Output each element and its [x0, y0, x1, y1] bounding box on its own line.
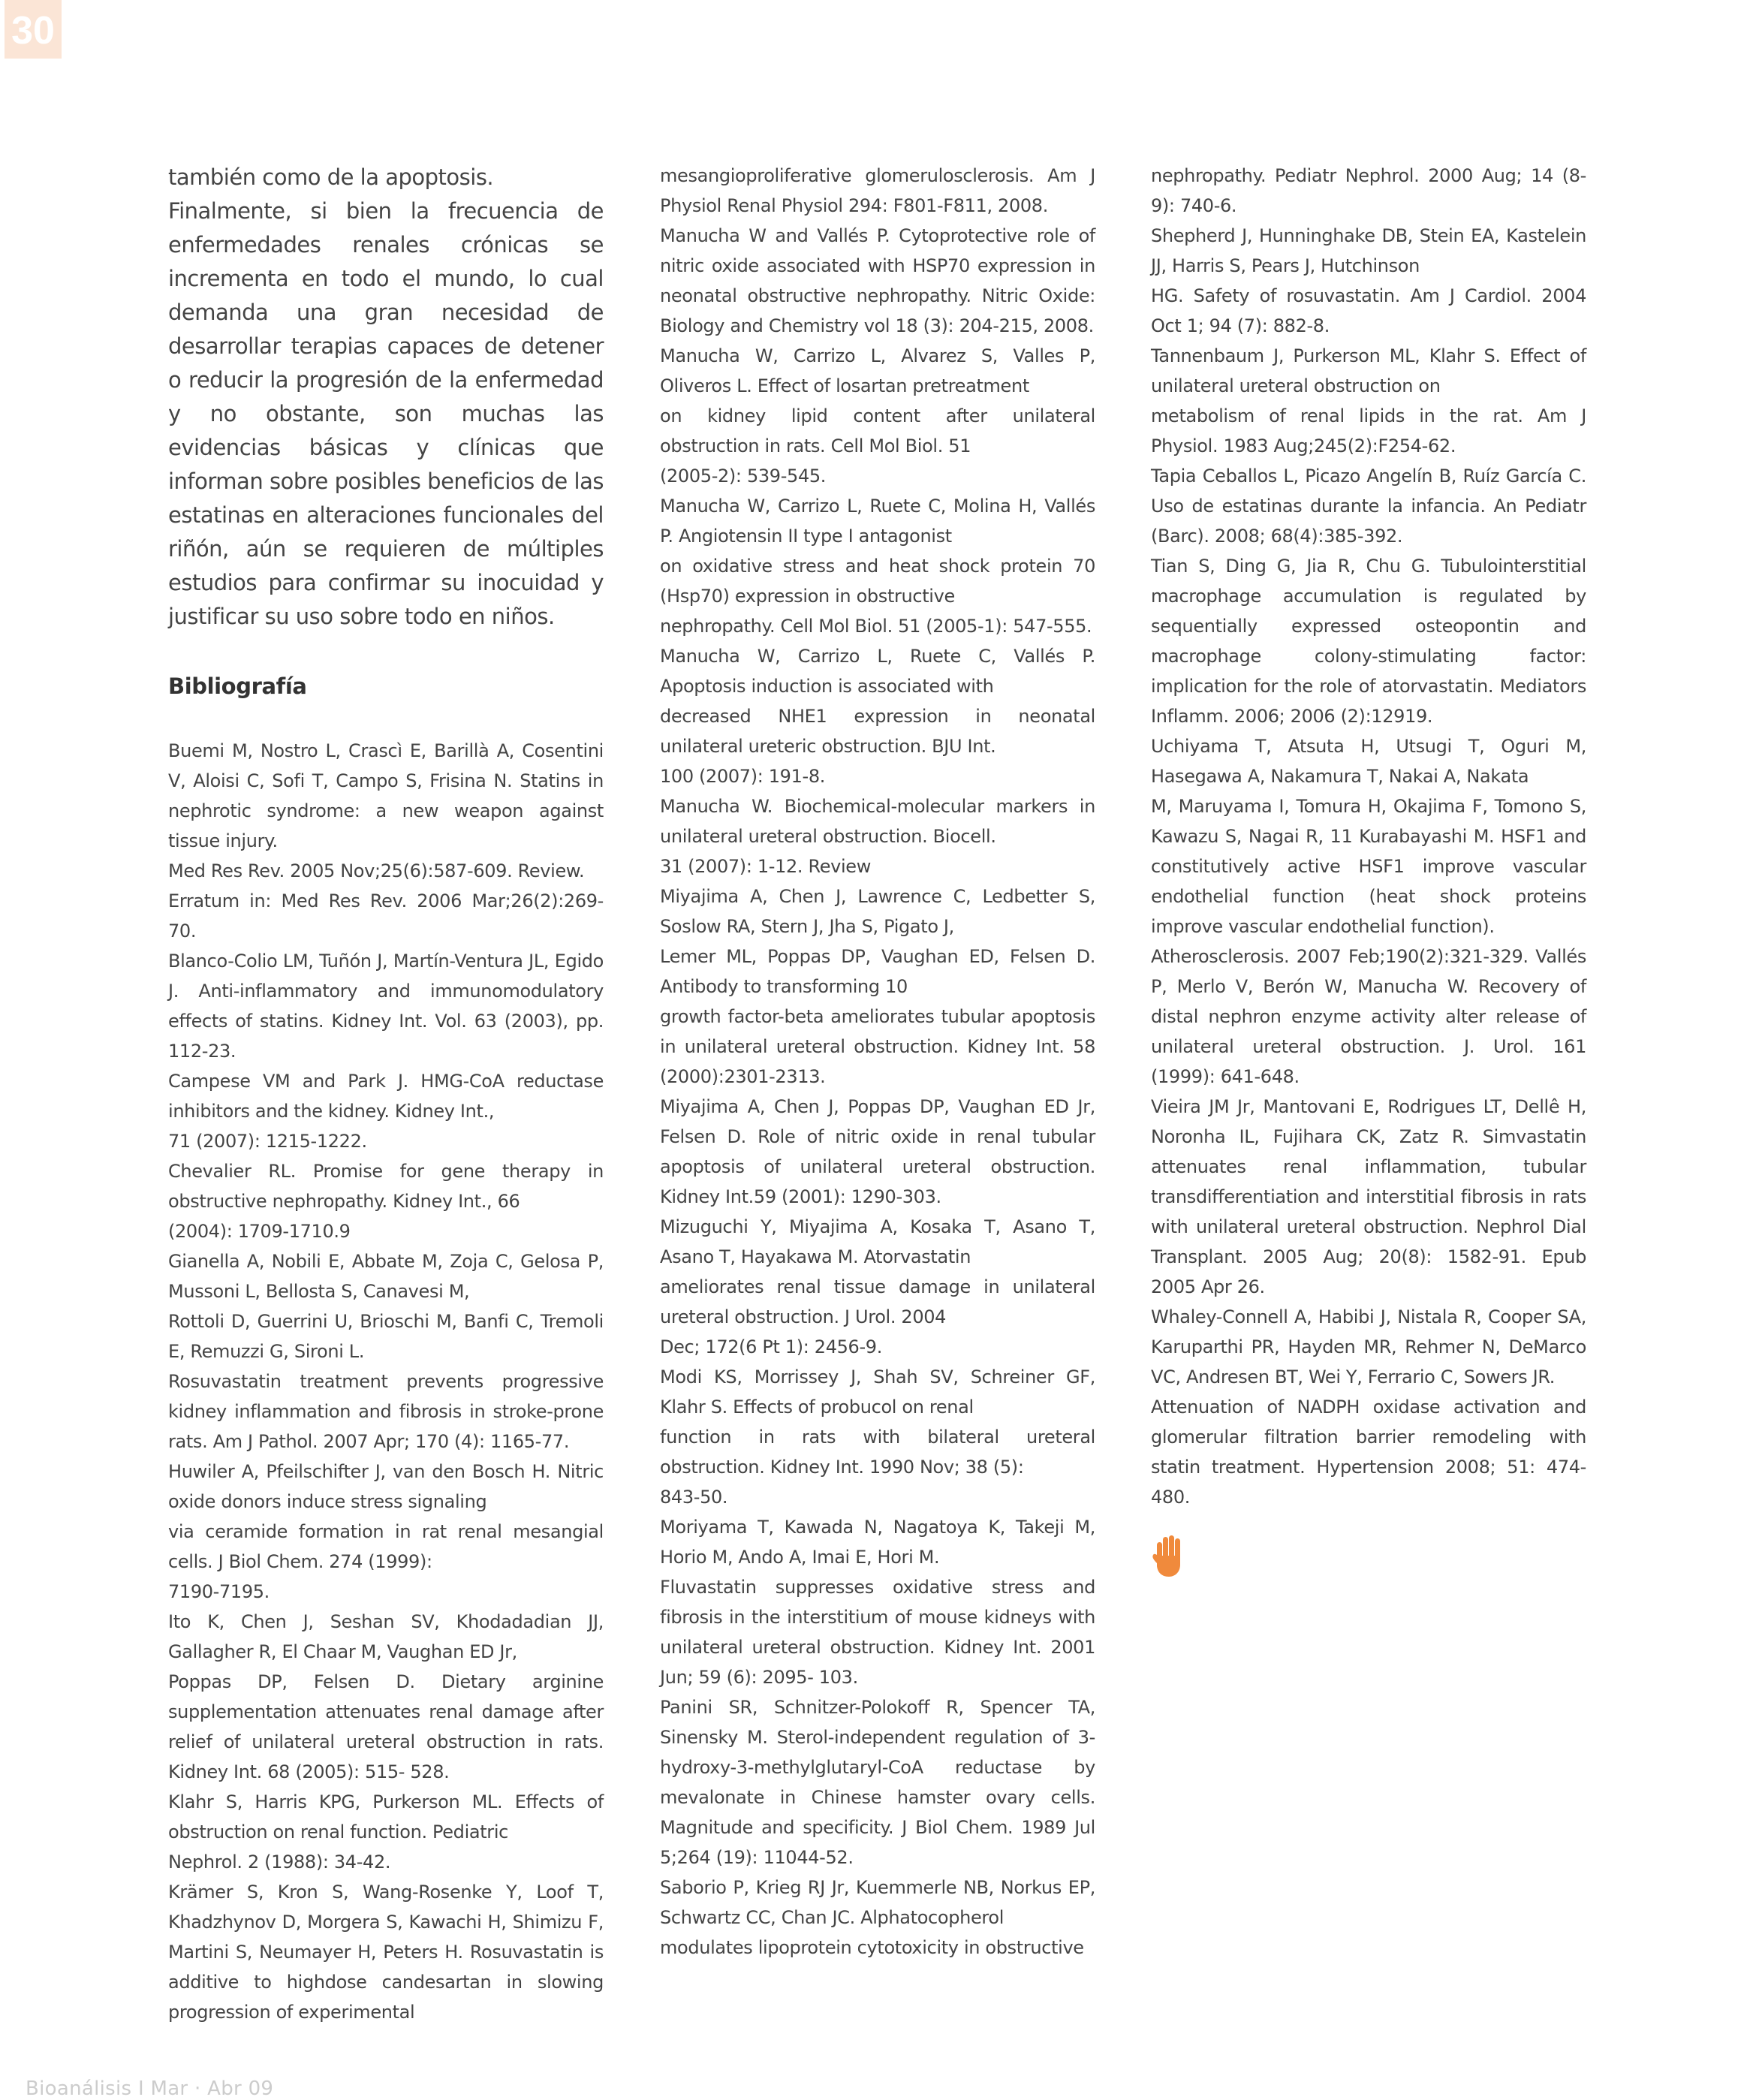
- reference-entry: Manucha W, Carrizo L, Alvarez S, Valles P, Oliveros L. Effect of losartan pretreatment: [660, 345, 1095, 396]
- reference-entry: M, Maruyama I, Tomura H, Okajima F, Tomono S, Kawazu S, Nagai R, 11 Kurabayashi M. HSF1 and constitutively active HSF1 improve vascular endothelial function (heat shock proteins improve vascular endothelial function).: [1151, 796, 1586, 937]
- reference-entry: Tannenbaum J, Purkerson ML, Klahr S. Effect of unilateral ureteral obstruction on: [1151, 345, 1586, 396]
- reference-list-middle: [660, 161, 1095, 1963]
- reference-entry: on oxidative stress and heat shock protein 70 (Hsp70) expression in obstructive: [660, 556, 1095, 607]
- reference-entry: Saborio P, Krieg RJ Jr, Kuemmerle NB, Norkus EP, Schwartz CC, Chan JC. Alphatocopherol: [660, 1877, 1095, 1928]
- reference-entry: Uchiyama T, Atsuta H, Utsugi T, Oguri M, Hasegawa A, Nakamura T, Nakai A, Nakata: [1151, 736, 1586, 787]
- reference-entry: Panini SR, Schnitzer-Polokoff R, Spencer TA, Sinensky M. Sterol-independent regulation of 3-hydroxy-3-methylglutaryl-CoA reductase by mevalonate in Chinese hamster ovary cells. Magnitude and specificity. J Biol Chem. 1989 Jul 5;264 (19): 11044-52.: [660, 1697, 1095, 1868]
- reference-entry: Vieira JM Jr, Mantovani E, Rodrigues LT, Dellê H, Noronha IL, Fujihara CK, Zatz R. Simvastatin attenuates renal inflammation, tubular transdifferentiation and interstitial fibrosis in rats with unilateral ureteral obstruction. Nephrol Dial Transplant. 2005 Aug; 20(8): 1582-91. Epub 2005 Apr 26.: [1151, 1096, 1586, 1297]
- reference-entry: Manucha W. Biochemical-molecular markers in unilateral ureteral obstruction. Biocell.: [660, 796, 1095, 847]
- reference-entry: Gianella A, Nobili E, Abbate M, Zoja C, Gelosa P, Mussoni L, Bellosta S, Canavesi M,: [168, 1251, 604, 1302]
- reference-entry: Lemer ML, Poppas DP, Vaughan ED, Felsen D. Antibody to transforming 10: [660, 946, 1095, 997]
- reference-entry: metabolism of renal lipids in the rat. Am J Physiol. 1983 Aug;245(2):F254-62.: [1151, 405, 1586, 456]
- column-middle: [660, 161, 1095, 1963]
- reference-entry: Fluvastatin suppresses oxidative stress and fibrosis in the interstitium of mouse kidneys with unilateral ureteral obstruction. Kidney Int. 2001 Jun; 59 (6): 2095- 103.: [660, 1577, 1095, 1688]
- reference-entry: Chevalier RL. Promise for gene therapy in obstructive nephropathy. Kidney Int., 66: [168, 1161, 604, 1212]
- bibliography-heading: Bibliografía: [168, 673, 307, 699]
- reference-entry: mesangioproliferative glomerulosclerosis. Am J Physiol Renal Physiol 294: F801-F811, 2008.: [660, 165, 1095, 216]
- reference-entry: Atherosclerosis. 2007 Feb;190(2):321-329. Vallés P, Merlo V, Berón W, Manucha W. Recovery of distal nephron enzyme activity alter release of unilateral ureteral obstruction. J. Urol. 161 (1999): 641-648.: [1151, 946, 1586, 1087]
- reference-entry: via ceramide formation in rat renal mesangial cells. J Biol Chem. 274 (1999):: [168, 1521, 604, 1572]
- column-right: [1151, 161, 1586, 1578]
- reference-entry: 7190-7195.: [168, 1581, 270, 1602]
- reference-entry: 71 (2007): 1215-1222.: [168, 1131, 367, 1152]
- reference-entry: Rottoli D, Guerrini U, Brioschi M, Banfi C, Tremoli E, Remuzzi G, Sironi L.: [168, 1311, 604, 1362]
- reference-entry: Ito K, Chen J, Seshan SV, Khodadadian JJ, Gallagher R, El Chaar M, Vaughan ED Jr,: [168, 1611, 604, 1662]
- reference-entry: decreased NHE1 expression in neonatal unilateral ureteric obstruction. BJU Int.: [660, 706, 1095, 757]
- reference-entry: 31 (2007): 1-12. Review: [660, 856, 871, 877]
- reference-entry: (2005-2): 539-545.: [660, 465, 827, 487]
- reference-entry: Attenuation of NADPH oxidase activation and glomerular filtration barrier remodeling with statin treatment. Hypertension 2008; 51: 474-480.: [1151, 1396, 1586, 1508]
- reference-entry: (2004): 1709-1710.9: [168, 1221, 351, 1242]
- reference-entry: Klahr S, Harris KPG, Purkerson ML. Effects of obstruction on renal function. Pediatric: [168, 1791, 604, 1842]
- intro-paragraph: Finalmente, si bien la frecuencia de enfermedades renales crónicas se incrementa en todo el mundo, lo cual demanda una gran necesidad de desarrollar terapias capaces de detener o reducir la progresión de la enfermedad y no obstante, son muchas las evidencias básicas y clínicas que informan sobre posibles beneficios de las estatinas en alteraciones funcionales del riñón, aún se requieren de múltiples estudios para confirmar su inocuidad y justificar su uso sobre todo en niños.: [168, 198, 604, 629]
- reference-entry: Poppas DP, Felsen D. Dietary arginine supplementation attenuates renal damage after relief of unilateral ureteral obstruction in rats. Kidney Int. 68 (2005): 515- 528.: [168, 1671, 604, 1782]
- reference-entry: Campese VM and Park J. HMG-CoA reductase inhibitors and the kidney. Kidney Int.,: [168, 1071, 604, 1122]
- reference-entry: Nephrol. 2 (1988): 34-42.: [168, 1851, 391, 1873]
- hand-icon: [1151, 1535, 1187, 1578]
- reference-entry: nephropathy. Cell Mol Biol. 51 (2005-1): 547-555.: [660, 616, 1092, 637]
- reference-entry: Krämer S, Kron S, Wang-Rosenke Y, Loof T, Khadzhynov D, Morgera S, Kawachi H, Shimizu F, Martini S, Neumayer H, Peters H. Rosuvastatin is additive to highdose candesartan in slowing progression of experimental: [168, 1882, 604, 2023]
- reference-entry: function in rats with bilateral ureteral obstruction. Kidney Int. 1990 Nov; 38 (5):: [660, 1427, 1095, 1478]
- column-left: [168, 161, 604, 2027]
- reference-entry: Blanco-Colio LM, Tuñón J, Martín-Ventura JL, Egido J. Anti-inflammatory and immunomodulatory effects of statins. Kidney Int. Vol. 63 (2003), pp. 112-23.: [168, 951, 604, 1062]
- reference-entry: 100 (2007): 191-8.: [660, 766, 826, 787]
- reference-entry: Mizuguchi Y, Miyajima A, Kosaka T, Asano T, Asano T, Hayakawa M. Atorvastatin: [660, 1216, 1095, 1267]
- reference-entry: on kidney lipid content after unilateral obstruction in rats. Cell Mol Biol. 51: [660, 405, 1095, 456]
- reference-entry: modulates lipoprotein cytotoxicity in obstructive: [660, 1937, 1084, 1958]
- intro-text: [168, 161, 604, 634]
- reference-entry: Manucha W and Vallés P. Cytoprotective role of nitric oxide associated with HSP70 expression in neonatal obstructive nephropathy. Nitric Oxide: Biology and Chemistry vol 18 (3): 204-215, 2008.: [660, 225, 1095, 336]
- reference-entry: Miyajima A, Chen J, Poppas DP, Vaughan ED Jr, Felsen D. Role of nitric oxide in renal tubular apoptosis of unilateral ureteral obstruction. Kidney Int.59 (2001): 1290-303.: [660, 1096, 1095, 1207]
- page-number: 30: [5, 0, 62, 59]
- reference-entry: Modi KS, Morrissey J, Shah SV, Schreiner GF, Klahr S. Effects of probucol on renal: [660, 1366, 1095, 1418]
- reference-entry: Erratum in: Med Res Rev. 2006 Mar;26(2):269-70.: [168, 890, 604, 942]
- reference-entry: nephropathy. Pediatr Nephrol. 2000 Aug; 14 (8-9): 740-6.: [1151, 165, 1586, 216]
- reference-entry: Shepherd J, Hunninghake DB, Stein EA, Kastelein JJ, Harris S, Pears J, Hutchinson: [1151, 225, 1586, 276]
- reference-entry: ameliorates renal tissue damage in unilateral ureteral obstruction. J Urol. 2004: [660, 1276, 1095, 1327]
- reference-entry: growth factor-beta ameliorates tubular apoptosis in unilateral ureteral obstruction. Kidney Int. 58 (2000):2301-2313.: [660, 1006, 1095, 1087]
- reference-entry: Tapia Ceballos L, Picazo Angelín B, Ruíz García C. Uso de estatinas durante la infancia. An Pediatr (Barc). 2008; 68(4):385-392.: [1151, 465, 1586, 547]
- reference-entry: Med Res Rev. 2005 Nov;25(6):587-609. Review.: [168, 860, 585, 881]
- reference-entry: Miyajima A, Chen J, Lawrence C, Ledbetter S, Soslow RA, Stern J, Jha S, Pigato J,: [660, 886, 1095, 937]
- reference-list-right: [1151, 161, 1586, 1512]
- reference-entry: Manucha W, Carrizo L, Ruete C, Vallés P. Apoptosis induction is associated with: [660, 646, 1095, 697]
- reference-entry: Rosuvastatin treatment prevents progressive kidney inflammation and fibrosis in stroke-prone rats. Am J Pathol. 2007 Apr; 170 (4): 1165-77.: [168, 1371, 604, 1452]
- reference-entry: Manucha W, Carrizo L, Ruete C, Molina H, Vallés P. Angiotensin II type I antagonist: [660, 496, 1095, 547]
- page-footer: Bioanálisis I Mar · Abr 09: [26, 2077, 274, 2100]
- reference-entry: Tian S, Ding G, Jia R, Chu G. Tubulointerstitial macrophage accumulation is regulated by sequentially expressed osteopontin and macrophage colony-stimulating factor: implication for the role of atorvastatin. Mediators Inflamm. 2006; 2006 (2):12919.: [1151, 556, 1586, 727]
- reference-entry: Huwiler A, Pfeilschifter J, van den Bosch H. Nitric oxide donors induce stress signaling: [168, 1461, 604, 1512]
- reference-entry: 843-50.: [660, 1487, 728, 1508]
- reference-list-left: [168, 736, 604, 2027]
- reference-entry: HG. Safety of rosuvastatin. Am J Cardiol. 2004 Oct 1; 94 (7): 882-8.: [1151, 285, 1586, 336]
- reference-entry: Buemi M, Nostro L, Crascì E, Barillà A, Cosentini V, Aloisi C, Sofi T, Campo S, Frisina N. Statins in nephrotic syndrome: a new weapon against tissue injury.: [168, 740, 604, 851]
- reference-entry: Whaley-Connell A, Habibi J, Nistala R, Cooper SA, Karuparthi PR, Hayden MR, Rehmer N, DeMarco VC, Andresen BT, Wei Y, Ferrario C, Sowers JR.: [1151, 1306, 1586, 1387]
- reference-entry: Moriyama T, Kawada N, Nagatoya K, Takeji M, Horio M, Ando A, Imai E, Hori M.: [660, 1517, 1095, 1568]
- intro-paragraph: también como de la apoptosis.: [168, 164, 494, 190]
- reference-entry: Dec; 172(6 Pt 1): 2456-9.: [660, 1336, 882, 1357]
